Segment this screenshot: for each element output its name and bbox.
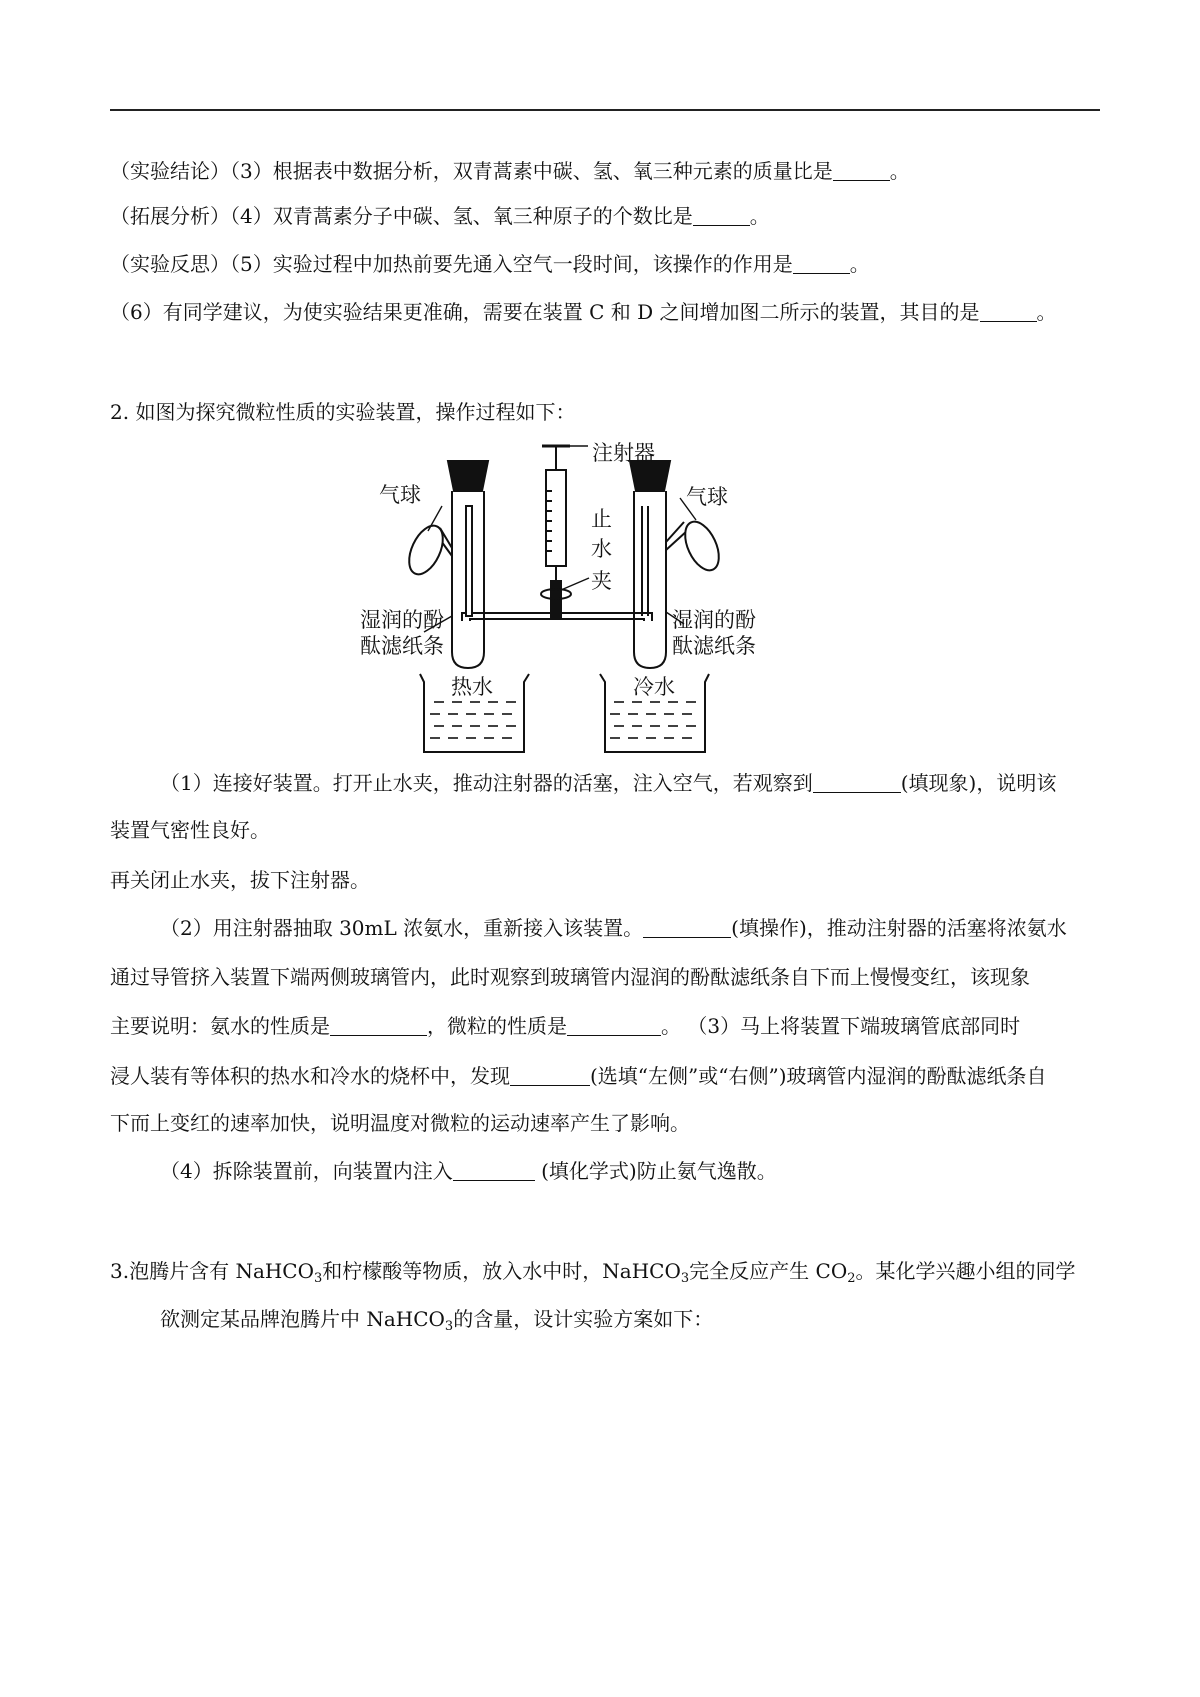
answer-blank[interactable] (643, 917, 731, 938)
apparatus-figure (360, 436, 834, 754)
header-rule (110, 109, 1100, 111)
label-paper-right-2: 酞滤纸条 (672, 634, 756, 658)
q2-p3-line-2: 下而上变红的速率加快，说明温度对微粒的运动速率产生了影响。 (110, 1111, 690, 1135)
q2-p2-line-1: （2）用注射器抽取 30mL 浓氨水，重新接入该装置。 (填操作)，推动注射器的活塞将浓氨水 (160, 916, 1067, 940)
label-clamp-3: 夹 (591, 569, 612, 593)
answer-blank[interactable] (813, 772, 901, 793)
label-paper-left-2: 酞滤纸条 (360, 634, 444, 658)
q2-p2-line-2: 通过导管挤入装置下端两侧玻璃管内，此时观察到玻璃管内湿润的酚酞滤纸条自下而上慢慢变红，该现象 (110, 965, 1030, 989)
label-hot-water: 热水 (451, 675, 493, 699)
q2-p4-line: （4）拆除装置前，向装置内注入 (填化学式)防止氨气逸散。 (160, 1159, 777, 1183)
q1-line-4: （拓展分析）（4）双青蒿素分子中碳、氢、氧三种原子的个数比是 。 (110, 204, 770, 228)
q2-p3-line-1: 浸人装有等体积的热水和冷水的烧杯中，发现 (选填“左侧”或“右侧”)玻璃管内湿润的酚酞滤纸条自 (110, 1064, 1047, 1088)
apparatus-diagram (360, 436, 834, 754)
answer-blank[interactable] (833, 160, 890, 181)
answer-blank[interactable] (330, 1015, 427, 1036)
label-paper-left-1: 湿润的酚 (360, 608, 444, 632)
answer-blank[interactable] (453, 1160, 535, 1181)
q1-line-3: （实验结论）（3）根据表中数据分析，双青蒿素中碳、氢、氧三种元素的质量比是 。 (110, 159, 910, 183)
answer-blank[interactable] (693, 205, 750, 226)
q2-p1-line-1: （1）连接好装置。打开止水夹，推动注射器的活塞，注入空气，若观察到 (填现象)，说明该 (160, 771, 1057, 795)
answer-blank[interactable] (980, 301, 1037, 322)
label-balloon-right: 气球 (686, 485, 728, 509)
syringe-drawing (542, 446, 588, 588)
q1-line-5: （实验反思）（5）实验过程中加热前要先通入空气一段时间，该操作的作用是 。 (110, 252, 870, 276)
label-cold-water: 冷水 (633, 675, 675, 699)
q2-p2-line-3: 主要说明：氨水的性质是 ，微粒的性质是 。 （3）马上将装置下端玻璃管底部同时 (110, 1014, 1021, 1038)
answer-blank[interactable] (567, 1015, 661, 1036)
answer-blank[interactable] (510, 1065, 590, 1086)
q2-p1-line-3: 再关闭止水夹，拔下注射器。 (110, 868, 370, 892)
label-syringe: 注射器 (592, 441, 655, 465)
answer-blank[interactable] (793, 253, 850, 274)
q3-line-1: 3.泡腾片含有 NaHCO$_3$和柠檬酸等物质，放入水中时，NaHCO$_3$完全反应产生 $CO_2$。某化学兴趣小组的同学 (110, 1259, 1076, 1286)
q2-intro: 2. 如图为探究微粒性质的实验装置，操作过程如下： (110, 400, 576, 424)
q2-p1-line-2: 装置气密性良好。 (110, 818, 270, 842)
label-clamp-2: 水 (591, 537, 612, 561)
label-paper-right-1: 湿润的酚 (672, 608, 756, 632)
label-balloon-left: 气球 (379, 483, 421, 507)
label-clamp-1: 止 (591, 507, 612, 531)
q3-line-2: 欲测定某品牌泡腾片中 NaHCO$_3$的含量，设计实验方案如下： (160, 1307, 714, 1334)
q1-line-6: （6）有同学建议，为使实验结果更准确，需要在装置 C 和 D 之间增加图二所示的装置，其目的是 。 (110, 300, 1057, 324)
